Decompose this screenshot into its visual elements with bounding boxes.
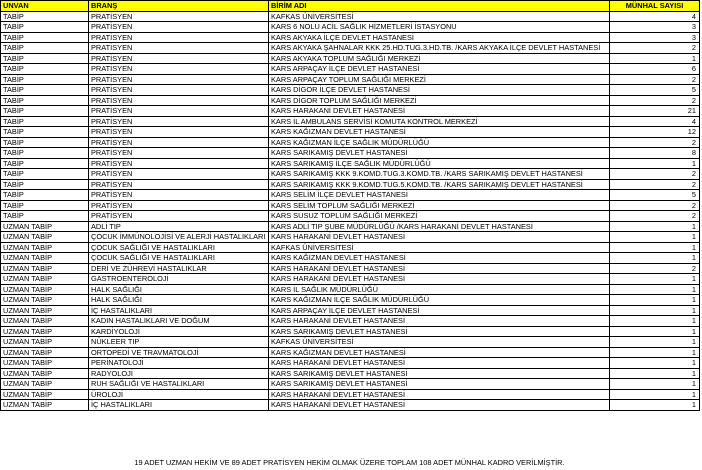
cell-birim[interactable]: KARS KAĞIZMAN DEVLET HASTANESİ [269, 127, 610, 138]
cell-brans[interactable]: ÇOCUK SAĞLIĞI VE HASTALIKLARI [89, 242, 269, 253]
cell-brans[interactable]: GASTROENTEROLOJİ [89, 274, 269, 285]
cell-brans[interactable]: DERİ VE ZÜHREVİ HASTALIKLAR [89, 263, 269, 274]
cell-unvan[interactable]: TABİP [1, 169, 89, 180]
cell-birim[interactable]: KARS AKYAKA TOPLUM SAĞLIĞI MERKEZİ [269, 53, 610, 64]
cell-birim[interactable]: KARS KAĞIZMAN DEVLET HASTANESİ [269, 347, 610, 358]
cell-unvan[interactable]: UZMAN TABİP [1, 368, 89, 379]
cell-brans[interactable]: PRATİSYEN [89, 11, 269, 22]
cell-unvan[interactable]: UZMAN TABİP [1, 358, 89, 369]
cell-brans[interactable]: PRATİSYEN [89, 137, 269, 148]
cell-birim[interactable]: KARS SARIKAMIŞ KKK 9.KOMD.TUG.5.KOMD.TB. /KARS SARIKAMIŞ DEVLET HASTANESİ [269, 179, 610, 190]
table-row [1, 368, 700, 379]
cell-unvan[interactable]: TABİP [1, 137, 89, 148]
table-row [1, 379, 700, 390]
cell-birim[interactable]: KARS SELİM TOPLUM SAĞLIĞI MERKEZİ [269, 200, 610, 211]
cell-birim[interactable]: KAFKAS ÜNİVERSİTESİ [269, 337, 610, 348]
cell-munhal-sayisi[interactable]: 8 [610, 148, 700, 159]
table-row [1, 242, 700, 253]
cell-birim[interactable]: KARS ARPAÇAY TOPLUM SAĞLIĞI MERKEZİ [269, 74, 610, 85]
table-row [1, 295, 700, 306]
cell-munhal-sayisi[interactable]: 1 [610, 158, 700, 169]
cell-brans[interactable]: PERİNATOLOJİ [89, 358, 269, 369]
cell-birim[interactable]: KARS SARIKAMIŞ DEVLET HASTANESİ [269, 148, 610, 159]
cell-unvan[interactable]: UZMAN TABİP [1, 347, 89, 358]
table-row [1, 305, 700, 316]
cell-unvan[interactable]: TABİP [1, 74, 89, 85]
cell-birim[interactable]: KARS KAĞIZMAN İLÇE SAĞLIK MÜDÜRLÜĞÜ [269, 295, 610, 306]
cell-brans[interactable]: PRATİSYEN [89, 22, 269, 33]
cell-munhal-sayisi[interactable]: 21 [610, 106, 700, 117]
header-unvan[interactable]: UNVAN [1, 1, 89, 12]
cell-birim[interactable]: KARS DİGOR TOPLUM SAĞLIĞI MERKEZİ [269, 95, 610, 106]
cell-munhal-sayisi[interactable]: 6 [610, 64, 700, 75]
cell-munhal-sayisi[interactable]: 2 [610, 74, 700, 85]
cell-brans[interactable]: ADLİ TIP [89, 221, 269, 232]
cell-brans[interactable]: PRATİSYEN [89, 64, 269, 75]
cell-munhal-sayisi[interactable]: 2 [610, 95, 700, 106]
cell-unvan[interactable]: UZMAN TABİP [1, 253, 89, 264]
cell-unvan[interactable]: TABİP [1, 127, 89, 138]
cell-unvan[interactable]: UZMAN TABİP [1, 242, 89, 253]
table-row [1, 316, 700, 327]
table-row [1, 32, 700, 43]
cell-unvan[interactable]: TABİP [1, 22, 89, 33]
cell-munhal-sayisi[interactable]: 2 [610, 263, 700, 274]
table-row [1, 221, 700, 232]
cell-unvan[interactable]: TABİP [1, 190, 89, 201]
cell-birim[interactable]: KARS ARPAÇAY İLÇE DEVLET HASTANESİ [269, 64, 610, 75]
cell-munhal-sayisi[interactable]: 2 [610, 169, 700, 180]
table-header [1, 1, 700, 12]
table-row [1, 137, 700, 148]
table-body [1, 11, 700, 410]
cell-brans[interactable]: RUH SAĞLIĞI VE HASTALIKLARI [89, 379, 269, 390]
cell-birim[interactable]: KARS KAĞIZMAN DEVLET HASTANESİ [269, 253, 610, 264]
table-row [1, 158, 700, 169]
cell-unvan[interactable]: UZMAN TABİP [1, 263, 89, 274]
cell-munhal-sayisi[interactable]: 2 [610, 43, 700, 54]
cell-unvan[interactable]: TABİP [1, 11, 89, 22]
cell-birim[interactable]: KARS İL SAĞLIK MÜDÜRLÜĞÜ [269, 284, 610, 295]
cell-birim[interactable]: KARS HARAKANİ DEVLET HASTANESİ [269, 316, 610, 327]
cell-munhal-sayisi[interactable]: 1 [610, 53, 700, 64]
table-row [1, 64, 700, 75]
table-row [1, 43, 700, 54]
cell-unvan[interactable]: TABİP [1, 148, 89, 159]
cell-birim[interactable]: KARS SELİM İLÇE DEVLET HASTANESİ [269, 190, 610, 201]
cell-munhal-sayisi[interactable]: 2 [610, 179, 700, 190]
cell-munhal-sayisi[interactable]: 1 [610, 253, 700, 264]
cell-brans[interactable]: PRATİSYEN [89, 116, 269, 127]
table-row [1, 22, 700, 33]
table-row [1, 232, 700, 243]
cell-munhal-sayisi[interactable]: 2 [610, 200, 700, 211]
table-row [1, 337, 700, 348]
cell-munhal-sayisi[interactable]: 1 [610, 337, 700, 348]
cell-munhal-sayisi[interactable]: 1 [610, 379, 700, 390]
cell-unvan[interactable]: UZMAN TABİP [1, 337, 89, 348]
cell-unvan[interactable]: UZMAN TABİP [1, 400, 89, 411]
cell-munhal-sayisi[interactable]: 1 [610, 242, 700, 253]
cell-unvan[interactable]: TABİP [1, 43, 89, 54]
cell-munhal-sayisi[interactable]: 2 [610, 137, 700, 148]
cell-brans[interactable]: HALK SAĞLIĞI [89, 284, 269, 295]
cell-unvan[interactable]: UZMAN TABİP [1, 305, 89, 316]
cell-munhal-sayisi[interactable]: 1 [610, 347, 700, 358]
table-row [1, 106, 700, 117]
table-row [1, 190, 700, 201]
table-row [1, 200, 700, 211]
cell-brans[interactable]: İÇ HASTALIKLARI [89, 400, 269, 411]
header-brans[interactable]: BRANŞ [89, 1, 269, 12]
cell-munhal-sayisi[interactable]: 1 [610, 358, 700, 369]
table-row [1, 179, 700, 190]
cell-birim[interactable]: KARS SARIKAMIŞ DEVLET HASTANESİ [269, 379, 610, 390]
cell-birim[interactable]: KARS HARAKANİ DEVLET HASTANESİ [269, 263, 610, 274]
cell-unvan[interactable]: UZMAN TABİP [1, 274, 89, 285]
cell-unvan[interactable]: UZMAN TABİP [1, 316, 89, 327]
cell-birim[interactable]: KARS DİGOR İLÇE DEVLET HASTANESİ [269, 85, 610, 96]
cell-munhal-sayisi[interactable]: 1 [610, 284, 700, 295]
cell-birim[interactable]: KARS KAĞIZMAN İLÇE SAĞLIK MÜDÜRLÜĞÜ [269, 137, 610, 148]
cell-brans[interactable]: HALK SAĞLIĞI [89, 295, 269, 306]
cell-birim[interactable]: KARS HARAKANİ DEVLET HASTANESİ [269, 274, 610, 285]
cell-birim[interactable]: KARS HARAKANİ DEVLET HASTANESİ [269, 400, 610, 411]
cell-birim[interactable]: KARS HARAKANİ DEVLET HASTANESİ [269, 358, 610, 369]
cell-unvan[interactable]: TABİP [1, 179, 89, 190]
cell-munhal-sayisi[interactable]: 1 [610, 221, 700, 232]
cell-munhal-sayisi[interactable]: 5 [610, 190, 700, 201]
cell-brans[interactable]: PRATİSYEN [89, 43, 269, 54]
cell-munhal-sayisi[interactable]: 1 [610, 274, 700, 285]
cell-birim[interactable]: KARS AKYAKA ŞAHNALAR KKK 25.HD.TUG.3.HD.TB. /KARS AKYAKA İLÇE DEVLET HASTANESİ [269, 43, 610, 54]
cell-birim[interactable]: KAFKAS ÜNİVERSİTESİ [269, 242, 610, 253]
cell-munhal-sayisi[interactable]: 1 [610, 389, 700, 400]
cell-birim[interactable]: KARS SUSUZ TOPLUM SAĞLIĞI MERKEZİ [269, 211, 610, 222]
cell-munhal-sayisi[interactable]: 2 [610, 211, 700, 222]
cell-birim[interactable]: KARS ARPAÇAY İLÇE DEVLET HASTANESİ [269, 305, 610, 316]
cell-brans[interactable]: KADIN HASTALIKLARI VE DOĞUM [89, 316, 269, 327]
table-row [1, 169, 700, 180]
cell-munhal-sayisi[interactable]: 1 [610, 316, 700, 327]
cell-unvan[interactable]: TABİP [1, 106, 89, 117]
cell-brans[interactable]: ÇOCUK SAĞLIĞI VE HASTALIKLARI [89, 253, 269, 264]
cell-munhal-sayisi[interactable]: 1 [610, 400, 700, 411]
table-row [1, 53, 700, 64]
header-munhal-sayisi[interactable]: MÜNHAL SAYISI [610, 1, 700, 12]
cell-brans[interactable]: ÇOCUK İMMÜNOLOJİSİ VE ALERJİ HASTALIKLARI [89, 232, 269, 243]
cell-unvan[interactable]: UZMAN TABİP [1, 232, 89, 243]
cell-munhal-sayisi[interactable]: 1 [610, 295, 700, 306]
cell-unvan[interactable]: TABİP [1, 158, 89, 169]
header-row [1, 1, 700, 12]
cell-birim[interactable]: KARS SARIKAMIŞ İLÇE SAĞLIK MÜDÜRLÜĞÜ [269, 158, 610, 169]
cell-unvan[interactable]: TABİP [1, 200, 89, 211]
table-row [1, 116, 700, 127]
cell-birim[interactable]: KARS SARIKAMIŞ DEVLET HASTANESİ [269, 326, 610, 337]
table-row [1, 95, 700, 106]
cell-brans[interactable]: PRATİSYEN [89, 148, 269, 159]
cell-unvan[interactable]: TABİP [1, 53, 89, 64]
table-row [1, 263, 700, 274]
cell-brans[interactable]: PRATİSYEN [89, 158, 269, 169]
cell-munhal-sayisi[interactable]: 3 [610, 32, 700, 43]
table-row [1, 127, 700, 138]
table-row [1, 74, 700, 85]
cell-brans[interactable]: PRATİSYEN [89, 169, 269, 180]
cell-munhal-sayisi[interactable]: 1 [610, 326, 700, 337]
cell-brans[interactable]: PRATİSYEN [89, 127, 269, 138]
cell-munhal-sayisi[interactable]: 12 [610, 127, 700, 138]
cell-unvan[interactable]: UZMAN TABİP [1, 221, 89, 232]
cell-birim[interactable]: KARS HARAKANİ DEVLET HASTANESİ [269, 389, 610, 400]
table-row [1, 284, 700, 295]
cell-brans[interactable]: ORTOPEDİ VE TRAVMATOLOJİ [89, 347, 269, 358]
cell-munhal-sayisi[interactable]: 1 [610, 232, 700, 243]
cell-birim[interactable]: KAFKAS ÜNİVERSİTESİ [269, 11, 610, 22]
cell-brans[interactable]: PRATİSYEN [89, 200, 269, 211]
cell-brans[interactable]: PRATİSYEN [89, 53, 269, 64]
cell-unvan[interactable]: TABİP [1, 211, 89, 222]
table-row [1, 400, 700, 411]
cell-brans[interactable]: PRATİSYEN [89, 95, 269, 106]
cell-brans[interactable]: ÜROLOJİ [89, 389, 269, 400]
table-row [1, 211, 700, 222]
cell-unvan[interactable]: UZMAN TABİP [1, 295, 89, 306]
footer-note: 19 ADET UZMAN HEKİM VE 89 ADET PRATİSYEN HEKİM OLMAK ÜZERE TOPLAM 108 ADET MÜNHAL KADRO VERİLMİŞTİR. [134, 458, 565, 467]
cell-munhal-sayisi[interactable]: 1 [610, 305, 700, 316]
cell-unvan[interactable]: TABİP [1, 95, 89, 106]
cell-unvan[interactable]: UZMAN TABİP [1, 326, 89, 337]
cell-birim[interactable]: KARS SARIKAMIŞ KKK 9.KOMD.TUG.3.KOMD.TB. /KARS SARIKAMIŞ DEVLET HASTANESİ [269, 169, 610, 180]
table-row [1, 85, 700, 96]
table-row [1, 326, 700, 337]
cell-birim[interactable]: KARS SARIKAMIŞ DEVLET HASTANESİ [269, 368, 610, 379]
cell-brans[interactable]: NÜKLEER TIP [89, 337, 269, 348]
cell-munhal-sayisi[interactable]: 1 [610, 368, 700, 379]
cell-unvan[interactable]: UZMAN TABİP [1, 284, 89, 295]
cell-brans[interactable]: PRATİSYEN [89, 32, 269, 43]
cell-brans[interactable]: RADYOLOJİ [89, 368, 269, 379]
cell-birim[interactable]: KARS AKYAKA İLÇE DEVLET HASTANESİ [269, 32, 610, 43]
cell-unvan[interactable]: TABİP [1, 64, 89, 75]
cell-munhal-sayisi[interactable]: 3 [610, 22, 700, 33]
cell-brans[interactable]: PRATİSYEN [89, 106, 269, 117]
table-row [1, 358, 700, 369]
cell-munhal-sayisi[interactable]: 4 [610, 116, 700, 127]
table-row [1, 253, 700, 264]
table-row [1, 347, 700, 358]
cell-unvan[interactable]: TABİP [1, 116, 89, 127]
table-row [1, 148, 700, 159]
cell-unvan[interactable]: UZMAN TABİP [1, 379, 89, 390]
cell-birim[interactable]: KARS HARAKANİ DEVLET HASTANESİ [269, 106, 610, 117]
cell-birim[interactable]: KARS İL AMBULANS SERVİSİ KOMUTA KONTROL MERKEZİ [269, 116, 610, 127]
cell-brans[interactable]: PRATİSYEN [89, 85, 269, 96]
cell-brans[interactable]: PRATİSYEN [89, 179, 269, 190]
cell-unvan[interactable]: TABİP [1, 85, 89, 96]
header-birim[interactable]: BİRİM ADI [269, 1, 610, 12]
cell-brans[interactable]: PRATİSYEN [89, 74, 269, 85]
cell-brans[interactable]: PRATİSYEN [89, 211, 269, 222]
cell-brans[interactable]: İÇ HASTALIKLARI [89, 305, 269, 316]
table-row [1, 389, 700, 400]
cell-unvan[interactable]: UZMAN TABİP [1, 389, 89, 400]
cell-munhal-sayisi[interactable]: 4 [610, 11, 700, 22]
cell-unvan[interactable]: TABİP [1, 32, 89, 43]
table-row [1, 274, 700, 285]
cell-birim[interactable]: KARS ADLİ TIP ŞUBE MÜDÜRLÜĞÜ /KARS HARAKANİ DEVLET HASTANESİ [269, 221, 610, 232]
cell-brans[interactable]: PRATİSYEN [89, 190, 269, 201]
cell-birim[interactable]: KARS 6 NOLU ACİL SAĞLIK HİZMETLERİ İSTASYONU [269, 22, 610, 33]
cell-birim[interactable]: KARS HARAKANİ DEVLET HASTANESİ [269, 232, 610, 243]
table-row [1, 11, 700, 22]
cell-munhal-sayisi[interactable]: 5 [610, 85, 700, 96]
cell-brans[interactable]: KARDİYOLOJİ [89, 326, 269, 337]
